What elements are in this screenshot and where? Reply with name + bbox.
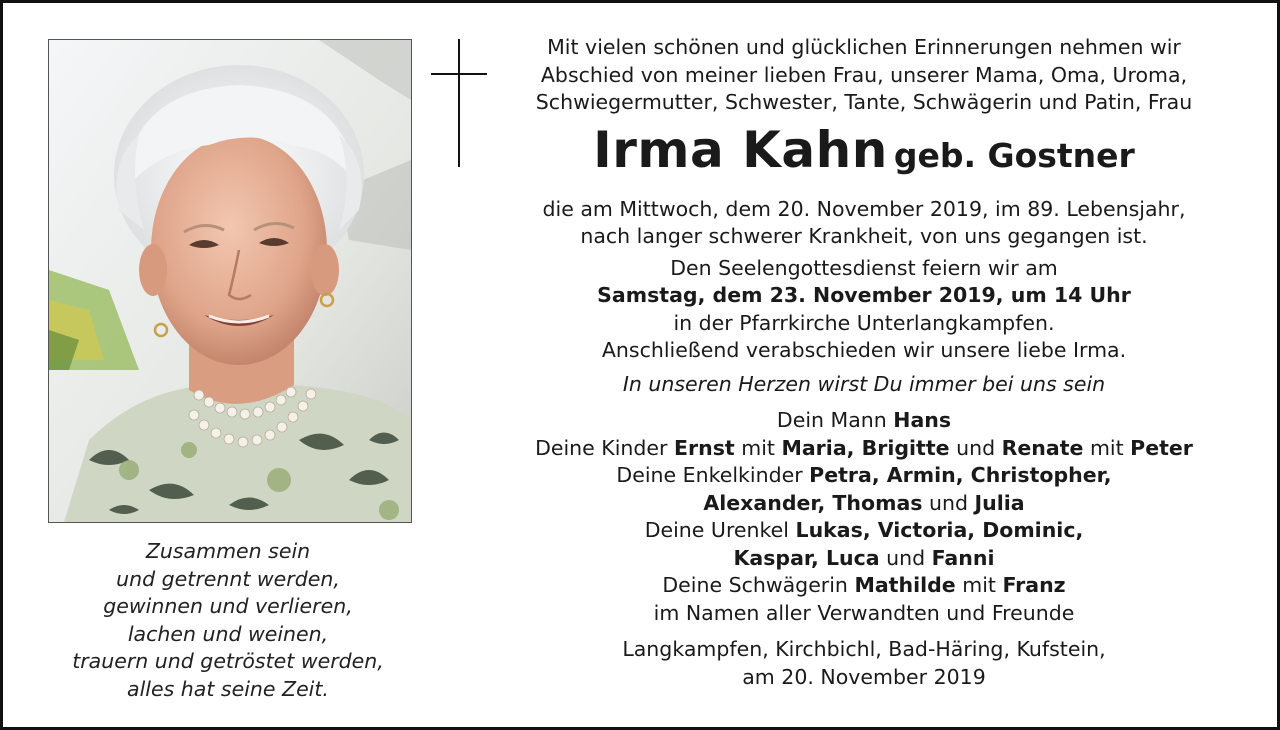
family-husband [503, 407, 1225, 435]
family-grandchildren-cont [503, 490, 1225, 518]
family-name: Renate [1001, 435, 1084, 460]
family-name: Franz [1002, 573, 1066, 597]
family-name: Alexander, Thomas [703, 490, 923, 515]
family-name: Maria, Brigitte [781, 435, 950, 460]
family-sister-in-law [503, 572, 1225, 600]
intro-line: Schwiegermutter, Schwester, Tante, Schwägerin und Patin, Frau [535, 90, 1193, 114]
service-line: Anschließend verabschieden wir unsere liebe Irma. [601, 338, 1127, 362]
family-name: Lukas, Victoria, Dominic, [795, 518, 1084, 542]
poem-line: alles hat seine Zeit. [127, 676, 329, 701]
date-line: am 20. November 2019 [742, 664, 986, 689]
family-name: Hans [893, 408, 952, 432]
intro-line: Abschied von meiner lieben Frau, unserer Mama, Oma, Uroma, [540, 62, 1188, 87]
deceased-name [503, 120, 1225, 190]
poem-line: trauern und getröstet werden, [72, 649, 384, 673]
death-line: die am Mittwoch, dem 20. November 2019, im 89. Lebensjahr, [542, 196, 1186, 221]
obituary-text [503, 34, 1225, 691]
family-connector: und [879, 545, 932, 570]
family-name: Mathilde [854, 573, 956, 597]
poem-line: gewinnen und verlieren, [103, 594, 353, 618]
family-connector: mit [1083, 435, 1131, 460]
family-name: Fanni [931, 545, 995, 570]
family-great-grandchildren-cont [503, 545, 1225, 573]
family-great-grandchildren [503, 517, 1225, 545]
intro-line: Mit vielen schönen und glücklichen Erinnerungen nehmen wir [547, 35, 1181, 59]
family-connector: und [949, 435, 1002, 460]
cross-icon [458, 39, 460, 167]
poem-line: und getrennt werden, [116, 566, 340, 591]
family-connector: mit [734, 435, 782, 460]
family-name: Petra, Armin, Christopher, [809, 463, 1112, 487]
family-label: Deine Schwägerin [662, 573, 855, 597]
deceased-full-name: Irma Kahn [593, 120, 888, 179]
place-line: Langkampfen, Kirchbichl, Bad-Häring, Kufstein, [622, 637, 1106, 661]
family-connector: und [922, 490, 975, 515]
family-label: Deine Kinder [535, 435, 674, 460]
poem-line: lachen und weinen, [127, 621, 329, 646]
family-connector: mit [955, 573, 1003, 597]
service-date: Samstag, dem 23. November 2019, um 14 Uhr [597, 283, 1131, 307]
poem-line: Zusammen sein [145, 539, 311, 563]
death-line: nach langer schwerer Krankheit, von uns gegangen ist. [580, 224, 1148, 248]
family-children [503, 435, 1225, 463]
family-relatives: im Namen aller Verwandten und Freunde [653, 600, 1075, 625]
motto: In unseren Herzen wirst Du immer bei uns sein [622, 371, 1106, 396]
family-label: Dein Mann [776, 408, 894, 432]
maiden-name: geb. Gostner [893, 135, 1135, 175]
family-label: Deine Urenkel [644, 518, 796, 542]
family-name: Kaspar, Luca [733, 545, 880, 570]
family-grandchildren [503, 462, 1225, 490]
poem [23, 538, 433, 703]
portrait-photo [48, 39, 412, 523]
family-name: Ernst [673, 435, 735, 460]
service-line: in der Pfarrkirche Unterlangkampfen. [673, 310, 1055, 335]
family-name: Peter [1130, 435, 1193, 460]
family-label: Deine Enkelkinder [616, 463, 810, 487]
cross-icon-bar [431, 73, 487, 75]
family-name: Julia [974, 490, 1025, 515]
service-line: Den Seelengottesdienst feiern wir am [670, 255, 1058, 280]
